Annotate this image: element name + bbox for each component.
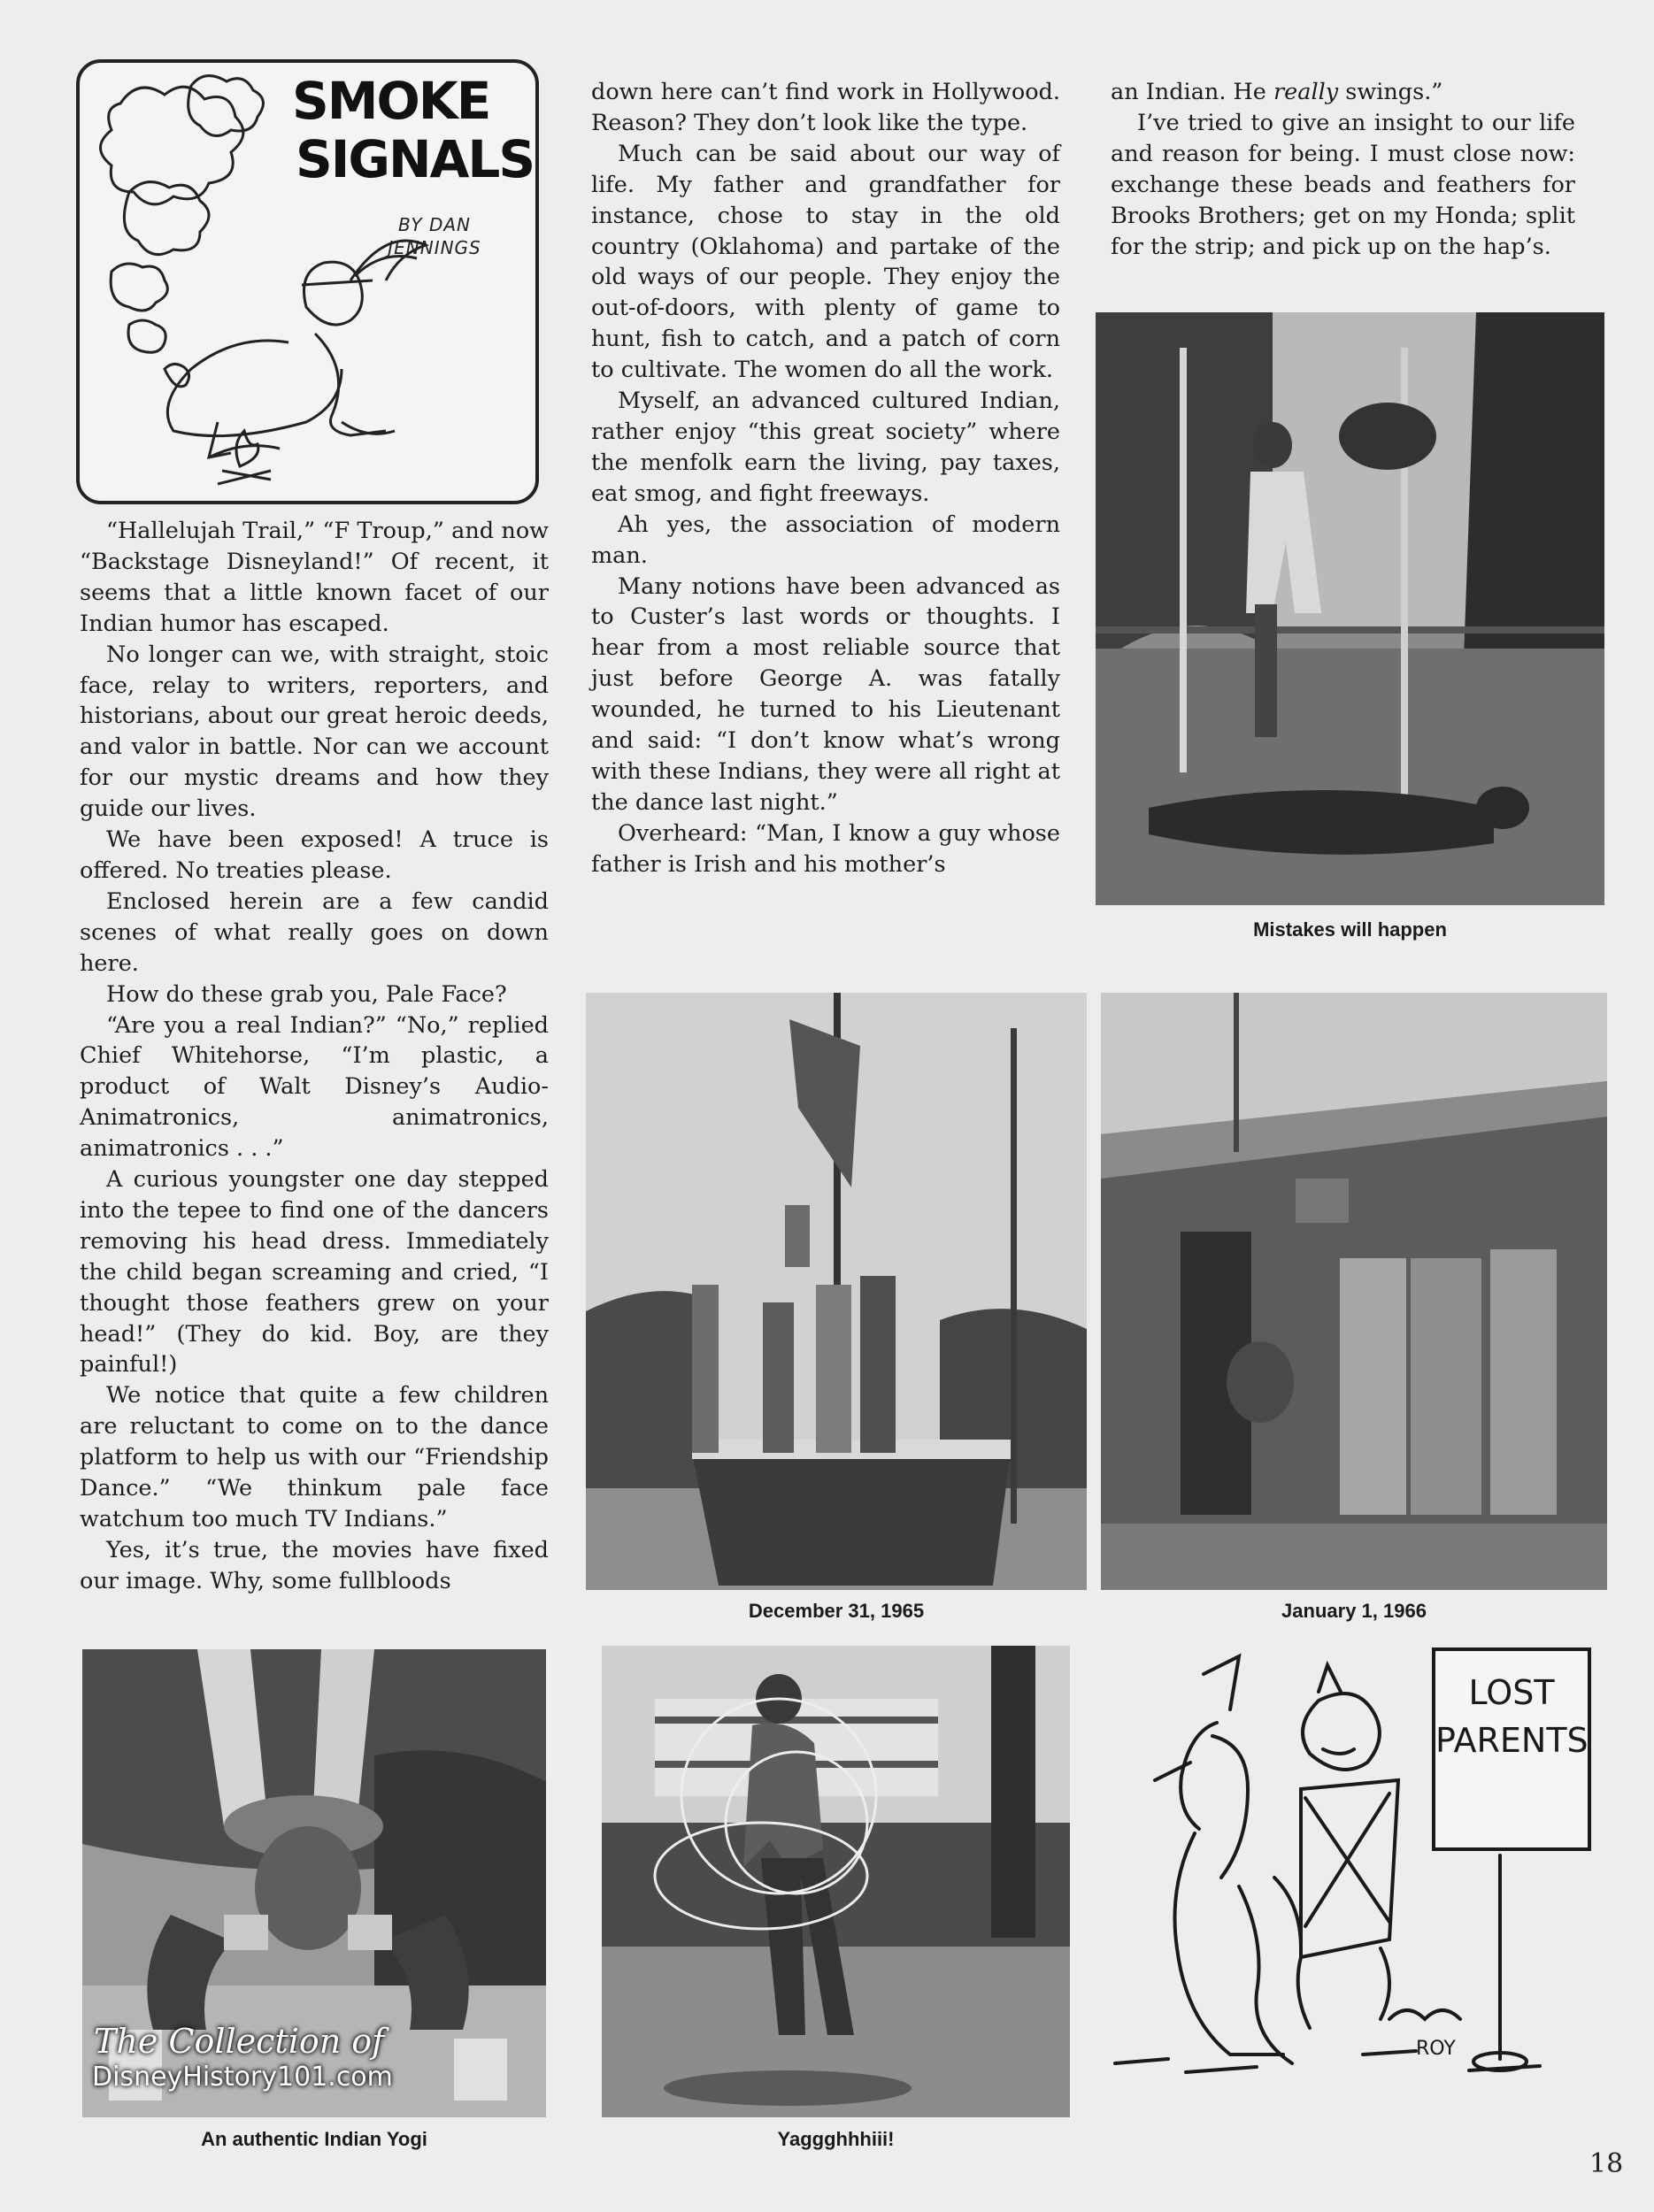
paragraph: How do these grab you, Pale Face?: [106, 980, 507, 1008]
photo-jan1-image: [1101, 993, 1607, 1590]
paragraph: Yes, it’s true, the movies have fixed our image. Why, some fullbloods: [80, 1536, 549, 1594]
caption-jan1: January 1, 1966: [1281, 1600, 1427, 1622]
text-run: an Indian. He: [1111, 79, 1273, 105]
photo-yagg-image: [602, 1646, 1070, 2117]
watermark-line-1: The Collection of: [94, 2022, 385, 2061]
title-line-1: SMOKE: [292, 71, 490, 131]
paragraph: Much can be said about our way of life. My father and grandfather for instance, chose to stay in the old country (Oklahoma) and partake of the old ways of our people. They enjoy the out-of-doors, with plenty of game to hunt, fish to catch, and a patch of corn to cultivate. The women do all the work.: [591, 140, 1060, 384]
paragraph: No longer can we, with straight, stoic face, relay to writers, reporters, and historians, about our great heroic deeds, and valor in battle. Nor can we account for our mystic dreams and how they guide our lives.: [80, 641, 549, 823]
caption-dec31: December 31, 1965: [748, 1600, 925, 1622]
photo-jan1: [1101, 993, 1607, 1590]
photo-mistakes: [1096, 312, 1604, 905]
title-line-2: SIGNALS: [296, 129, 535, 189]
paragraph: Myself, an advanced cultured Indian, rather enjoy “this great society” where the menfolk earn the living, pay taxes, eat smog, and fight freeways.: [591, 388, 1060, 507]
photo-yagg: [602, 1646, 1070, 2117]
photo-dec31-image: [586, 993, 1087, 1590]
text-run: swings.”: [1338, 79, 1443, 105]
paragraph: A curious youngster one day stepped into the tepee to find one of the dancers removing his head dress. Immediately the child began screaming and cried, “I thought those feathers grew on your head!” (They do kid. Boy, are they painful!): [80, 1166, 549, 1379]
watermark: [92, 2022, 393, 2094]
paragraph: “Hallelujah Trail,” “F Troup,” and now “Backstage Disneyland!” Of recent, it seems that a little known facet of our Indian humor has escaped.: [80, 518, 549, 637]
text-column-3: [1111, 77, 1575, 262]
watermark-line-2: DisneyHistory101.com: [92, 2062, 393, 2093]
sign-line-1: LOST: [1468, 1673, 1555, 1712]
text-column-1: [80, 516, 549, 1597]
caption-mistakes: Mistakes will happen: [1253, 918, 1447, 941]
byline: [350, 213, 519, 259]
paragraph: I’ve tried to give an insight to our life and reason for being. I must close now: exchange these beads and feathers for Brooks Brothers; get on my Honda; split for the strip; and pick up on the hap’s.: [1111, 109, 1575, 260]
paragraph: We have been exposed! A truce is offered. No treaties please.: [80, 826, 549, 884]
page-number: 18: [1589, 2148, 1624, 2179]
lost-parents-sign: [1432, 1647, 1591, 1851]
paragraph: down here can’t find work in Hollywood. Reason? They don’t look like the type.: [591, 79, 1060, 136]
byline-line-1: BY DAN: [398, 214, 471, 235]
paragraph: Ah yes, the association of modern man.: [591, 511, 1060, 569]
paragraph: [1111, 77, 1575, 108]
sign-line-2: PARENTS: [1435, 1721, 1589, 1760]
photo-dec31: [586, 993, 1087, 1590]
caption-yagg: Yaggghhhiii!: [777, 2128, 895, 2150]
emphasis-text: really: [1273, 79, 1339, 105]
paragraph: Enclosed herein are a few candid scenes of what really goes on down here.: [80, 887, 549, 977]
smoke-signals-header: [76, 59, 539, 504]
paragraph: We notice that quite a few children are reluctant to come on to the dance platform to help us with our “Friendship Dance.” “We thinkum pale face watchum too much TV Indians.”: [80, 1382, 549, 1532]
paragraph: Overheard: “Man, I know a guy whose father is Irish and his mother’s: [591, 819, 1060, 878]
paragraph: “Are you a real Indian?” “No,” replied Chief Whitehorse, “I’m plastic, a product of Walt Disney’s Audio-Animatronics, animatronics, animatronics . . .”: [80, 1011, 549, 1163]
header-title: [292, 71, 535, 189]
photo-mistakes-image: [1096, 312, 1604, 905]
cartoon-signature: ROY: [1416, 2038, 1456, 2060]
text-column-2: [591, 77, 1060, 880]
caption-yogi: An authentic Indian Yogi: [201, 2128, 427, 2150]
byline-line-2: JENNINGS: [388, 237, 481, 258]
paragraph: Many notions have been advanced as to Custer’s last words or thoughts. I hear from a most reliable source that just before George A. was fatally wounded, he turned to his Lieutenant and said: “I don’t know what’s wrong with these Indians, they were all right at the dance last night.”: [591, 572, 1060, 816]
